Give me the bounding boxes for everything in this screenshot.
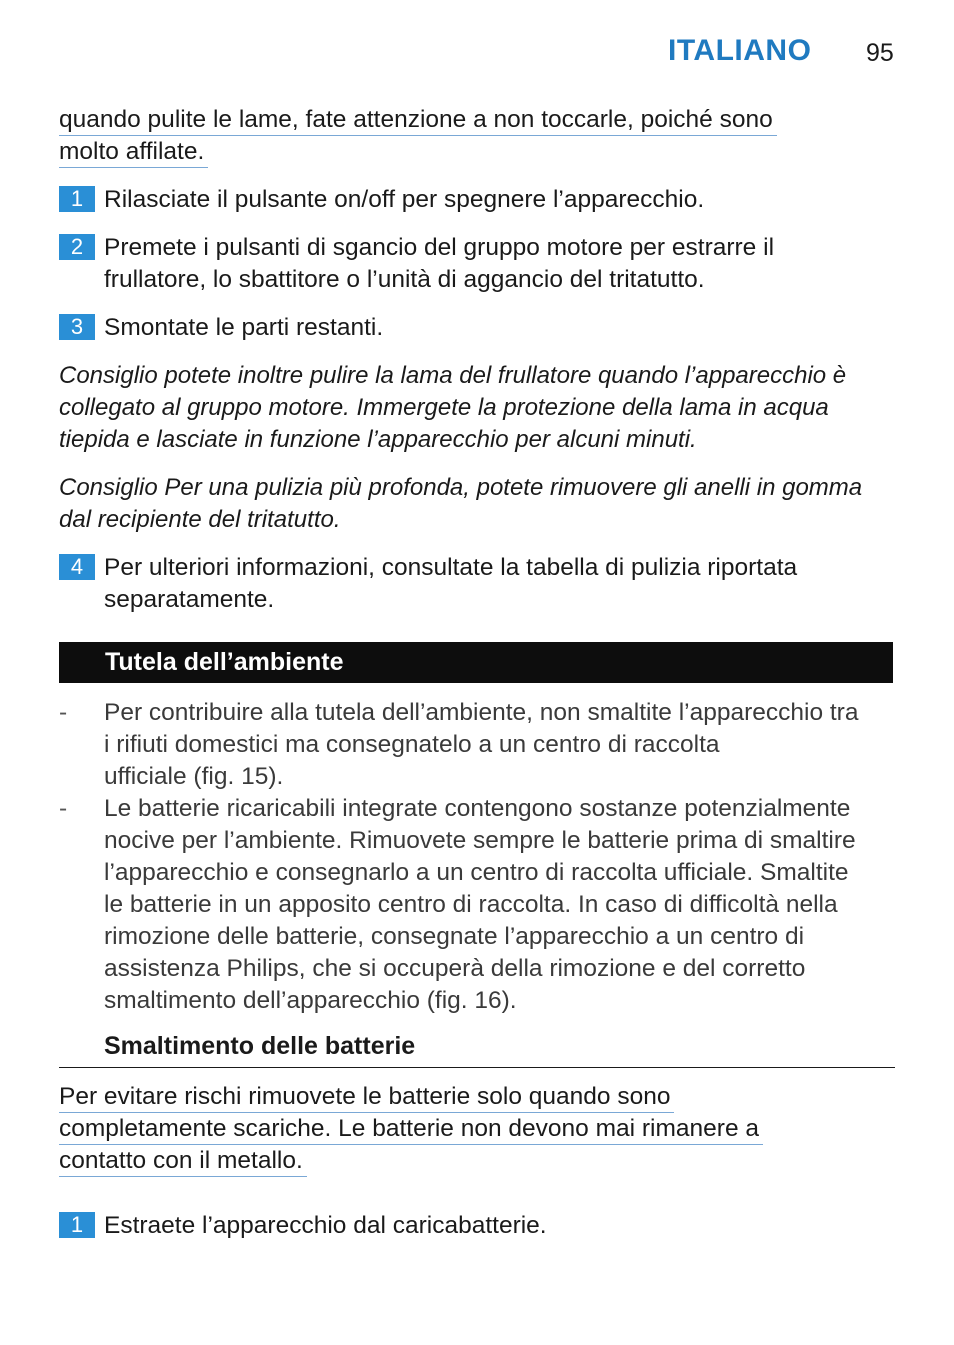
warning-bottom-line: Per evitare rischi rimuovete le batterie solo quando sono bbox=[59, 1082, 674, 1113]
step-number-badge: 3 bbox=[59, 314, 95, 340]
env-item-line: l’apparecchio e consegnarlo a un centro di raccolta ufficiale. Smaltite bbox=[104, 859, 849, 886]
tip-line: tiepida e lasciate in funzione l’apparecchio per alcuni minuti. bbox=[59, 426, 697, 453]
env-item-line: ufficiale (fig. 15). bbox=[104, 763, 284, 790]
language-label: ITALIANO bbox=[668, 34, 812, 67]
step-text: Estraete l’apparecchio dal caricabatterie. bbox=[104, 1212, 547, 1239]
section-title: Tutela dell’ambiente bbox=[105, 648, 344, 676]
step-text-line: frullatore, lo sbattitore o l’unità di aggancio del tritatutto. bbox=[104, 266, 705, 293]
env-item-line: Le batterie ricaricabili integrate contengono sostanze potenzialmente bbox=[104, 795, 851, 822]
step-text bbox=[104, 232, 774, 296]
env-item-line: nocive per l’ambiente. Rimuovete sempre le batterie prima di smaltire bbox=[104, 827, 856, 854]
env-item-line: rimozione delle batterie, consegnate l’apparecchio a un centro di bbox=[104, 923, 805, 950]
env-item-line: assistenza Philips, che si occuperà della rimozione e del corretto bbox=[104, 955, 806, 982]
step-number-badge: 2 bbox=[59, 234, 95, 260]
warning-top-line: quando pulite le lame, fate attenzione a non toccarle, poiché sono bbox=[59, 105, 777, 136]
env-item-line: smaltimento dell’apparecchio (fig. 16). bbox=[104, 987, 517, 1014]
env-item-text bbox=[104, 793, 856, 1017]
step-text-line: Per ulteriori informazioni, consultate la tabella di pulizia riportata bbox=[104, 554, 798, 581]
step-number-badge: 4 bbox=[59, 554, 95, 580]
tip-line: collegato al gruppo motore. Immergete la protezione della lama in acqua bbox=[59, 394, 829, 421]
env-item-line: Per contribuire alla tutela dell’ambiente, non smaltite l’apparecchio tra bbox=[104, 699, 859, 726]
subsection-heading bbox=[59, 1032, 895, 1068]
step-text: Rilasciate il pulsante on/off per spegnere l’apparecchio. bbox=[104, 186, 705, 213]
tip-line: Consiglio Per una pulizia più profonda, potete rimuovere gli anelli in gomma bbox=[59, 474, 863, 501]
step-number-badge: 1 bbox=[59, 1212, 95, 1238]
tip-2 bbox=[59, 472, 862, 536]
warning-bottom-line: completamente scariche. Le batterie non devono mai rimanere a bbox=[59, 1114, 763, 1145]
tip-line: dal recipiente del tritatutto. bbox=[59, 506, 341, 533]
dash-bullet: - bbox=[59, 699, 68, 726]
tip-1 bbox=[59, 360, 846, 456]
env-item-line: i rifiuti domestici ma consegnatelo a un centro di raccolta bbox=[104, 731, 720, 758]
section-heading-bar bbox=[59, 642, 893, 683]
warning-bottom bbox=[59, 1081, 763, 1177]
page-number: 95 bbox=[866, 39, 894, 67]
subsection-title: Smaltimento delle batterie bbox=[104, 1032, 416, 1060]
warning-top-line: molto affilate. bbox=[59, 137, 208, 168]
step-text bbox=[104, 552, 797, 616]
tip-line: Consiglio potete inoltre pulire la lama del frullatore quando l’apparecchio è bbox=[59, 362, 847, 389]
warning-bottom-line: contatto con il metallo. bbox=[59, 1146, 307, 1177]
step-text-line: Premete i pulsanti di sgancio del gruppo motore per estrarre il bbox=[104, 234, 775, 261]
step-text-line: separatamente. bbox=[104, 586, 275, 613]
dash-bullet: - bbox=[59, 795, 68, 822]
env-item-line: le batterie in un apposito centro di raccolta. In caso di difficoltà nella bbox=[104, 891, 838, 918]
env-item-text bbox=[104, 697, 858, 793]
step-text: Smontate le parti restanti. bbox=[104, 314, 384, 341]
step-number-badge: 1 bbox=[59, 186, 95, 212]
warning-top bbox=[59, 104, 777, 168]
